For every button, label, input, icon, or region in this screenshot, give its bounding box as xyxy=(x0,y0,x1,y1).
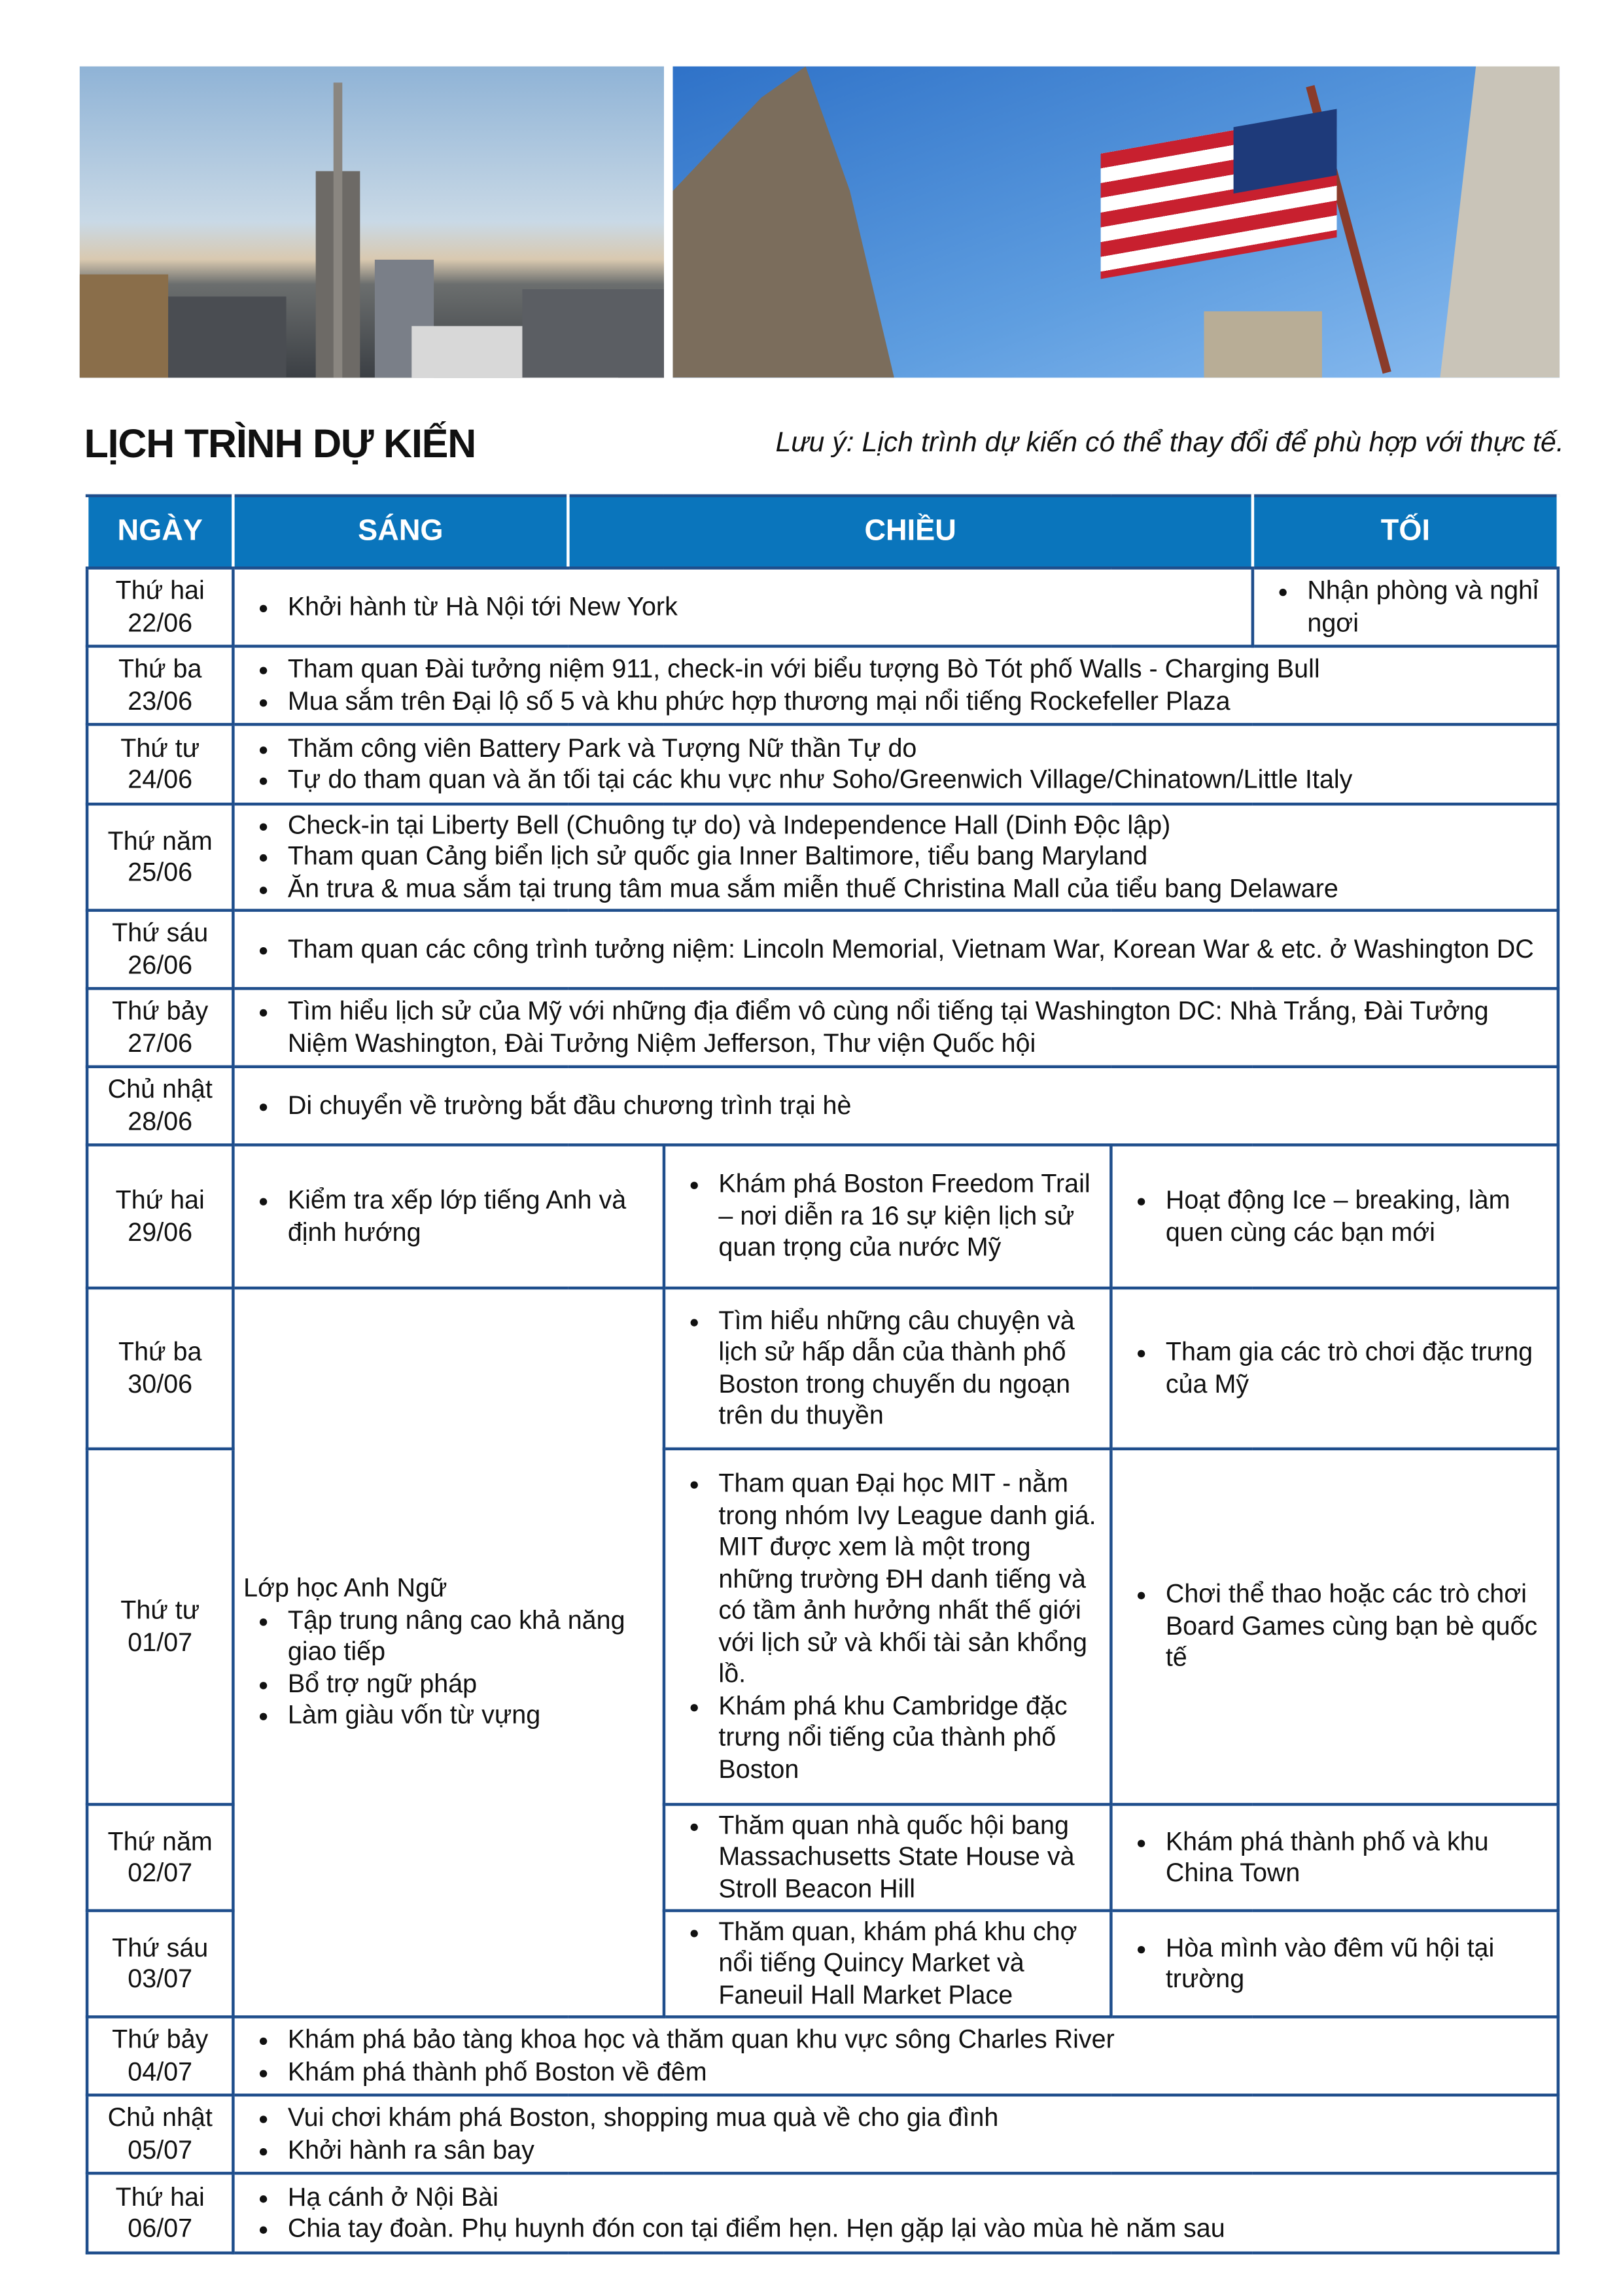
date: 29/06 xyxy=(128,1216,193,1246)
bullet-list xyxy=(674,1305,1101,1432)
bullet-list xyxy=(1121,1336,1548,1400)
afternoon-cell xyxy=(664,1288,1111,1449)
weekday: Thứ năm xyxy=(107,1826,213,1856)
date: 03/07 xyxy=(128,1964,193,1994)
bullet-list xyxy=(674,1468,1101,1785)
evening-cell xyxy=(1111,1911,1558,2017)
evening-cell xyxy=(1111,1449,1558,1805)
list-item: • Làm giàu vốn từ vựng xyxy=(285,1700,654,1731)
weekday: Thứ hai xyxy=(115,575,205,605)
bullet-list xyxy=(243,1605,654,1731)
english-class-cell xyxy=(233,1288,664,2017)
day-cell xyxy=(87,2017,233,2095)
date: 02/07 xyxy=(128,1857,193,1887)
main-activity-cell xyxy=(233,2173,1558,2253)
schedule-note: Lưu ý: Lịch trình dự kiến có thể thay đổi để phù hợp với thực tế. xyxy=(775,428,1564,459)
list-item: • Tìm hiểu những câu chuyện và lịch sử hấp dẫn của thành phố Boston trong chuyến du ngoạn trên du thuyền xyxy=(716,1305,1101,1432)
day-cell xyxy=(87,1449,233,1805)
header-morning: SÁNG xyxy=(233,496,568,568)
list-item: • Kiểm tra xếp lớp tiếng Anh và định hướng xyxy=(285,1185,654,1248)
table-row xyxy=(87,988,1558,1067)
table-row xyxy=(87,1067,1558,1145)
header-day: NGÀY xyxy=(87,496,233,568)
weekday: Thứ tư xyxy=(120,1595,200,1625)
header-afternoon: CHIỀU xyxy=(568,496,1253,568)
bullet-list xyxy=(674,1169,1101,1264)
main-activity-cell xyxy=(233,804,1558,910)
list-item: • Chia tay đoàn. Phụ huynh đón con tại điểm hẹn. Hẹn gặp lại vào mùa hè năm sau xyxy=(285,2213,1548,2244)
us-flag-photo xyxy=(673,66,1560,377)
day-cell xyxy=(87,568,233,646)
bullet-list xyxy=(243,996,1548,1059)
afternoon-cell xyxy=(664,1145,1111,1288)
weekday: Thứ tư xyxy=(120,732,200,762)
list-item: • Nhận phòng và nghỉ ngơi xyxy=(1304,576,1548,639)
date: 23/06 xyxy=(128,685,193,715)
list-item: • Khám phá thành phố và khu China Town xyxy=(1162,1826,1548,1889)
table-row xyxy=(87,1145,1558,1288)
evening-cell xyxy=(1111,1288,1558,1449)
main-activity-cell xyxy=(233,646,1558,725)
bullet-list xyxy=(1121,1826,1548,1889)
weekday: Thứ sáu xyxy=(112,1932,209,1962)
list-item: • Tập trung nâng cao khả năng giao tiếp xyxy=(285,1605,654,1668)
day-cell xyxy=(87,911,233,989)
bullet-list xyxy=(674,1810,1101,1905)
page-title: LỊCH TRÌNH DỰ KIẾN xyxy=(84,422,476,466)
bullet-list xyxy=(243,653,1548,717)
day-cell xyxy=(87,1288,233,1449)
main-activity-cell xyxy=(233,2017,1558,2095)
bullet-list xyxy=(1263,576,1548,639)
day-cell xyxy=(87,1911,233,2017)
bullet-list xyxy=(243,2182,1548,2245)
bullet-list xyxy=(243,1090,1548,1121)
list-item: • Mua sắm trên Đại lộ số 5 và khu phức hợp thương mại nổi tiếng Rockefeller Plaza xyxy=(285,686,1548,717)
list-item: • Tham gia các trò chơi đặc trưng của Mỹ xyxy=(1162,1336,1548,1400)
bullet-list xyxy=(243,733,1548,796)
table-row xyxy=(87,2173,1558,2253)
table-header-row xyxy=(87,496,1558,568)
date: 30/06 xyxy=(128,1368,193,1399)
list-item: • Khám phá khu Cambridge đặc trưng nổi tiếng của thành phố Boston xyxy=(716,1690,1101,1785)
day-cell xyxy=(87,2173,233,2253)
list-item: • Tự do tham quan và ăn tối tại các khu vực như Soho/Greenwich Village/Chinatown/Little Italy xyxy=(285,764,1548,795)
table-row xyxy=(87,568,1558,646)
weekday: Thứ bảy xyxy=(112,996,209,1026)
list-item: • Khám phá Boston Freedom Trail – nơi diễn ra 16 sự kiện lịch sử quan trọng của nước Mỹ xyxy=(716,1169,1101,1264)
list-item: • Khởi hành ra sân bay xyxy=(285,2134,1548,2166)
date: 04/07 xyxy=(128,2056,193,2086)
list-item: • Hoạt động Ice – breaking, làm quen cùng các bạn mới xyxy=(1162,1185,1548,1248)
table-row xyxy=(87,911,1558,989)
day-cell xyxy=(87,1145,233,1288)
bullet-list xyxy=(1121,1932,1548,1996)
day-cell xyxy=(87,988,233,1067)
list-item: • Khám phá bảo tàng khoa học và thăm quan khu vực sông Charles River xyxy=(285,2025,1548,2056)
main-activity-cell xyxy=(233,568,1253,646)
main-activity-cell xyxy=(233,724,1558,804)
list-item: • Tham quan Cảng biển lịch sử quốc gia Inner Baltimore, tiểu bang Maryland xyxy=(285,841,1548,873)
afternoon-cell xyxy=(664,1804,1111,1910)
date: 25/06 xyxy=(128,857,193,887)
day-cell xyxy=(87,646,233,725)
date: 06/07 xyxy=(128,2213,193,2243)
weekday: Thứ sáu xyxy=(112,917,209,948)
list-item: • Thăm quan, khám phá khu chợ nổi tiếng Quincy Market và Faneuil Hall Market Place xyxy=(716,1916,1101,2011)
table-row xyxy=(87,724,1558,804)
table-row xyxy=(87,2095,1558,2174)
bullet-list xyxy=(674,1916,1101,2011)
day-cell xyxy=(87,724,233,804)
header-evening: TỐI xyxy=(1253,496,1558,568)
list-item: • Hạ cánh ở Nội Bài xyxy=(285,2182,1548,2213)
date: 26/06 xyxy=(128,949,193,979)
bullet-list xyxy=(243,2102,1548,2166)
day-cell xyxy=(87,1804,233,1910)
weekday: Thứ ba xyxy=(118,653,202,684)
main-activity-cell xyxy=(233,2095,1558,2174)
list-item: • Khởi hành từ Hà Nội tới New York xyxy=(285,591,1242,623)
list-item: • Ăn trưa & mua sắm tại trung tâm mua sắm miễn thuế Christina Mall của tiểu bang Delaware xyxy=(285,873,1548,905)
weekday: Chủ nhật xyxy=(107,2102,213,2132)
list-item: • Thăm công viên Battery Park và Tượng Nữ thần Tự do xyxy=(285,733,1548,764)
weekday: Thứ hai xyxy=(115,1185,205,1215)
day-cell xyxy=(87,804,233,910)
evening-cell xyxy=(1253,568,1558,646)
weekday: Thứ năm xyxy=(107,825,213,856)
table-row xyxy=(87,804,1558,910)
date: 28/06 xyxy=(128,1105,193,1136)
list-item: • Hòa mình vào đêm vũ hội tại trường xyxy=(1162,1932,1548,1996)
afternoon-cell xyxy=(664,1911,1111,2017)
list-item: • Vui chơi khám phá Boston, shopping mua quà về cho gia đình xyxy=(285,2102,1548,2134)
bullet-list xyxy=(243,2025,1548,2088)
list-item: • Di chuyển về trường bắt đầu chương trình trại hè xyxy=(285,1090,1548,1121)
bullet-list xyxy=(1121,1579,1548,1674)
afternoon-cell xyxy=(664,1449,1111,1805)
bullet-list xyxy=(1121,1185,1548,1248)
table-row xyxy=(87,2017,1558,2095)
list-item: • Chơi thể thao hoặc các trò chơi Board Games cùng bạn bè quốc tế xyxy=(1162,1579,1548,1674)
table-row xyxy=(87,1288,1558,1449)
weekday: Thứ bảy xyxy=(112,2024,209,2054)
date: 24/06 xyxy=(128,764,193,794)
date: 27/06 xyxy=(128,1027,193,1058)
list-item: • Thăm quan nhà quốc hội bang Massachusetts State House và Stroll Beacon Hill xyxy=(716,1810,1101,1905)
table-row xyxy=(87,646,1558,725)
evening-cell xyxy=(1111,1804,1558,1910)
date: 01/07 xyxy=(128,1626,193,1656)
evening-cell xyxy=(1111,1145,1558,1288)
new-york-skyline-photo xyxy=(80,66,664,377)
list-item: • Check-in tại Liberty Bell (Chuông tự do) và Independence Hall (Dinh Độc lập) xyxy=(285,810,1548,841)
main-activity-cell xyxy=(233,911,1558,989)
list-item: • Tham quan các công trình tưởng niệm: Lincoln Memorial, Vietnam War, Korean War & etc. ở Washington DC xyxy=(285,933,1548,965)
bullet-list xyxy=(243,933,1548,965)
english-class-heading: Lớp học Anh Ngữ xyxy=(243,1573,447,1603)
bullet-list xyxy=(243,810,1548,905)
date: 05/07 xyxy=(128,2134,193,2164)
list-item: • Bổ trợ ngữ pháp xyxy=(285,1668,654,1699)
morning-cell xyxy=(233,1145,664,1288)
list-item: • Tìm hiểu lịch sử của Mỹ với những địa điểm vô cùng nổi tiếng tại Washington DC: Nhà Trắng, Đài Tưởng Niệm Washington, Đài Tưởng Niệm Jefferson, Thư viện Quốc hội xyxy=(285,996,1548,1059)
main-activity-cell xyxy=(233,1067,1558,1145)
schedule-table xyxy=(86,495,1560,2255)
weekday: Chủ nhật xyxy=(107,1074,213,1104)
list-item: • Tham quan Đài tưởng niệm 911, check-in với biểu tượng Bò Tót phố Walls - Charging Bull xyxy=(285,653,1548,685)
date: 22/06 xyxy=(128,607,193,637)
bullet-list xyxy=(243,591,1242,623)
weekday: Thứ hai xyxy=(115,2181,205,2211)
day-cell xyxy=(87,2095,233,2174)
day-cell xyxy=(87,1067,233,1145)
bullet-list xyxy=(243,1185,654,1248)
weekday: Thứ ba xyxy=(118,1336,202,1366)
list-item: • Tham quan Đại học MIT - nằm trong nhóm Ivy League danh giá. MIT được xem là một trong những trường ĐH danh tiếng và có tầm ảnh hưởng nhất thế giới với lịch sử và khối tài sản khổng lồ. xyxy=(716,1468,1101,1690)
list-item: • Khám phá thành phố Boston về đêm xyxy=(285,2056,1548,2087)
main-activity-cell xyxy=(233,988,1558,1067)
